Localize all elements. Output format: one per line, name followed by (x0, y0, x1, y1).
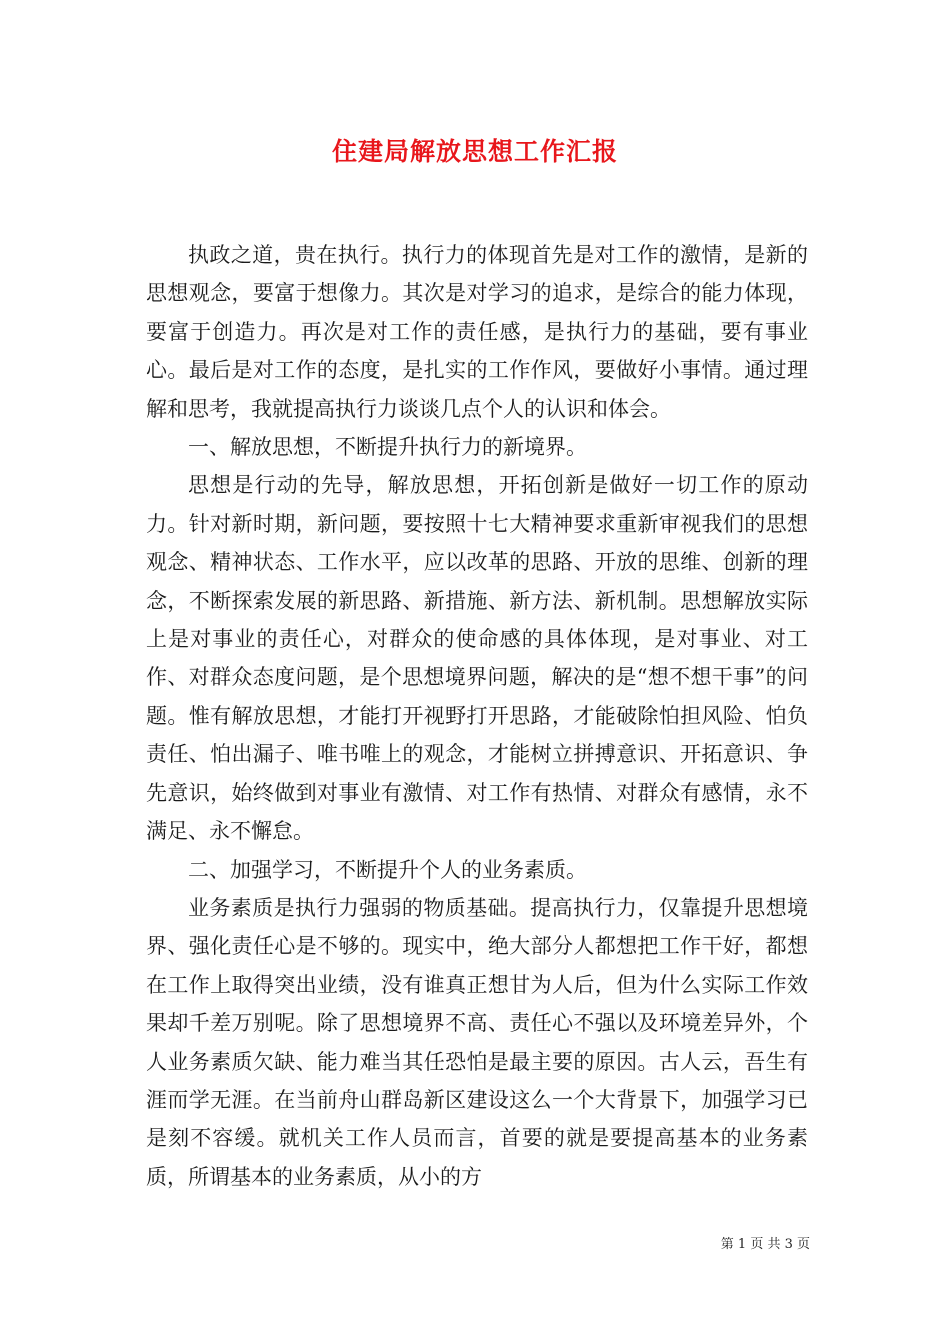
page-number: 第 1 页 共 3 页 (720, 1237, 810, 1252)
section-heading-2: 二、加强学习，不断提升个人的业务素质。 (188, 857, 587, 882)
document-body (146, 236, 808, 1196)
paragraph-section-1: 思想是行动的先导，解放思想，开拓创新是做好一切工作的原动力。针对新时期，新问题，要按照十七大精神要求重新审视我们的思想观念、精神状态、工作水平，应以改革的思路、开放的思维、创新的理念，不断探索发展的新思路、新措施、新方法、新机制。思想解放实际上是对事业的责任心，对群众的使命感的具体体现，是对事业、对工作、对群众态度问题，是个思想境界问题，解决的是“想不想干事”的问题。惟有解放思想，才能打开视野打开思路，才能破除怕担风险、怕负责任、怕出漏子、唯书唯上的观念，才能树立拼搏意识、开拓意识、争先意识，始终做到对事业有激情、对工作有热情、对群众有感情，永不满足、永不懈怠。 (146, 473, 808, 844)
document-title: 住建局解放思想工作汇报 (331, 137, 618, 166)
paragraph-intro: 执政之道，贵在执行。执行力的体现首先是对工作的激情，是新的思想观念，要富于想像力。其次是对学习的追求，是综合的能力体现，要富于创造力。再次是对工作的责任感，是执行力的基础，要有事业心。最后是对工作的态度，是扎实的工作作风，要做好小事情。通过理解和思考，我就提高执行力谈谈几点个人的认识和体会。 (146, 243, 808, 421)
section-heading-1: 一、解放思想，不断提升执行力的新境界。 (188, 435, 587, 460)
paragraph-section-2: 业务素质是执行力强弱的物质基础。提高执行力，仅靠提升思想境界、强化责任心是不够的。现实中，绝大部分人都想把工作干好，都想在工作上取得突出业绩，没有谁真正想甘为人后，但为什么实际工作效果却千差万别呢。除了思想境界不高、责任心不强以及环境差异外，个人业务素质欠缺、能力难当其任恐怕是最主要的原因。古人云，吾生有涯而学无涯。在当前舟山群岛新区建设这么一个大背景下，加强学习已是刻不容缓。就机关工作人员而言，首要的就是要提高基本的业务素质，所谓基本的业务素质，从小的方 (146, 895, 808, 1189)
